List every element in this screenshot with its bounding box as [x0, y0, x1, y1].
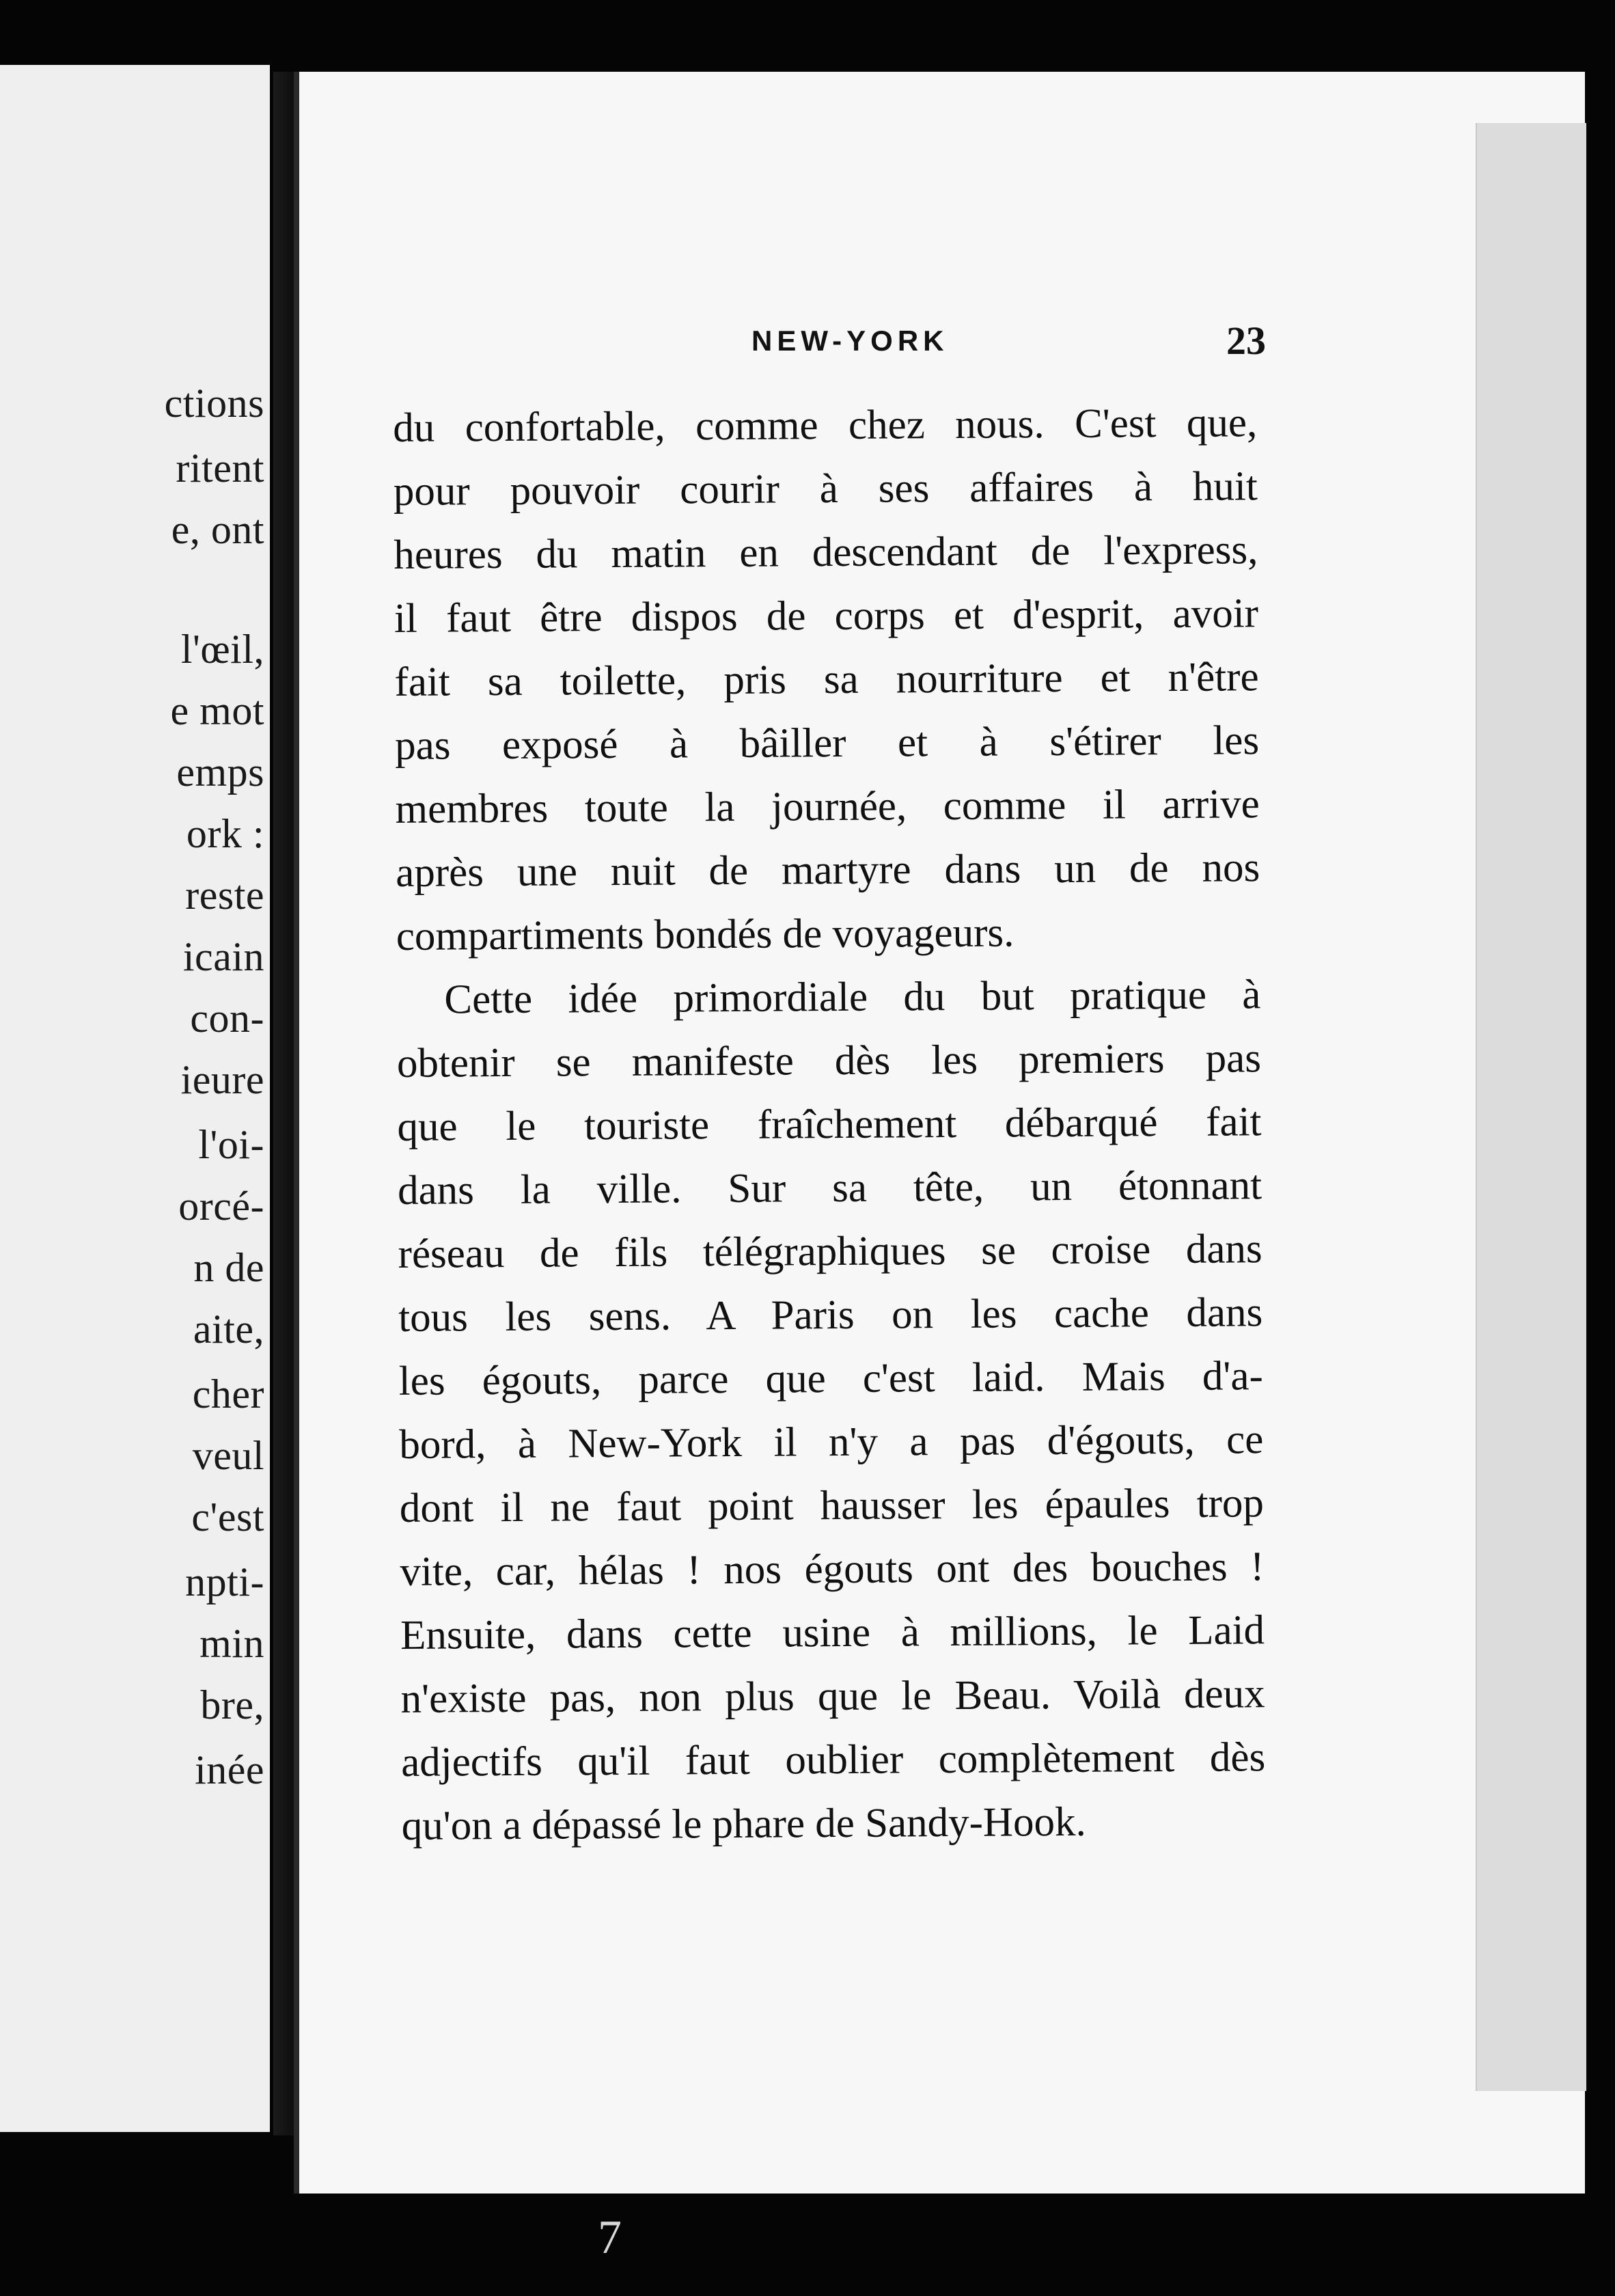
text-line: réseau de fils télégraphiques se croise dans	[398, 1226, 1262, 1277]
text-line: n'existe pas, non plus que le Beau. Voilà deux	[400, 1671, 1265, 1722]
previous-page-line: min	[199, 1621, 264, 1666]
previous-page-line: ork :	[186, 811, 264, 856]
text-line: du confortable, comme chez nous. C'est que,	[393, 400, 1258, 451]
previous-page-line: npti-	[185, 1559, 264, 1604]
text-line: Ensuite, dans cette usine à millions, le Laid	[400, 1607, 1265, 1658]
previous-page-line: inée	[195, 1747, 264, 1792]
text-line: il faut être dispos de corps et d'esprit, avoir	[394, 590, 1259, 642]
previous-page-line: l'oi-	[198, 1122, 264, 1167]
previous-page-line: reste	[185, 873, 264, 918]
text-line: que le touriste fraîchement débarqué fait	[397, 1099, 1262, 1150]
previous-page-line: ctions	[164, 381, 264, 426]
previous-page-line: ritent	[176, 446, 264, 491]
previous-page-line: orcé-	[178, 1184, 264, 1229]
previous-page	[0, 65, 270, 2132]
previous-page-line: con-	[190, 996, 264, 1041]
previous-page-line: bre,	[200, 1682, 264, 1727]
previous-page-line: e mot	[170, 688, 264, 733]
text-line: pas exposé à bâiller et à s'étirer les	[394, 718, 1260, 769]
text-line: membres toute la journée, comme il arrive	[395, 781, 1260, 832]
text-line: Cette idée primordiale du but pratique à	[444, 972, 1261, 1023]
text-line: bord, à New-York il n'y a pas d'égouts, ce	[399, 1417, 1264, 1468]
previous-page-line: aite,	[193, 1307, 264, 1352]
previous-page-line: emps	[176, 750, 264, 795]
text-line: qu'on a dépassé le phare de Sandy-Hook.	[401, 1799, 1086, 1849]
previous-page-line: ieure	[180, 1057, 264, 1102]
text-line: vite, car, hélas ! nos égouts ont des bouches !	[400, 1544, 1265, 1595]
previous-page-line: veul	[192, 1433, 264, 1478]
body-text	[393, 391, 1266, 1858]
text-line: adjectifs qu'il faut oublier complètement dès	[401, 1734, 1266, 1786]
page-edge	[1476, 123, 1586, 2091]
text-line: les égouts, parce que c'est laid. Mais d'a-	[398, 1353, 1263, 1404]
text-line: pour pouvoir courir à ses affaires à huit	[393, 463, 1258, 515]
text-line: dans la ville. Sur sa tête, un étonnant	[397, 1162, 1262, 1214]
page-number: 23	[1226, 318, 1266, 363]
previous-page-line: icain	[182, 934, 264, 979]
text-line: après une nuit de martyre dans un de nos	[396, 845, 1260, 896]
text-line: compartiments bondés de voyageurs.	[396, 910, 1014, 959]
previous-page-line: n de	[193, 1245, 264, 1290]
scan-mark: 7	[598, 2211, 622, 2264]
text-line: tous les sens. A Paris on les cache dans	[398, 1289, 1263, 1341]
previous-page-line: l'œil,	[180, 627, 264, 672]
running-head: NEW-YORK	[751, 325, 949, 357]
text-line: dont il ne faut point hausser les épaules trop	[399, 1480, 1265, 1531]
previous-page-line: cher	[192, 1371, 264, 1417]
previous-page-line: e, ont	[171, 507, 264, 552]
text-line: heures du matin en descendant de l'express,	[394, 527, 1258, 578]
text-line: fait sa toilette, pris sa nourriture et n'être	[394, 654, 1259, 705]
previous-page-line: c'est	[191, 1494, 264, 1540]
text-line: obtenir se manifeste dès les premiers pas	[396, 1035, 1262, 1086]
